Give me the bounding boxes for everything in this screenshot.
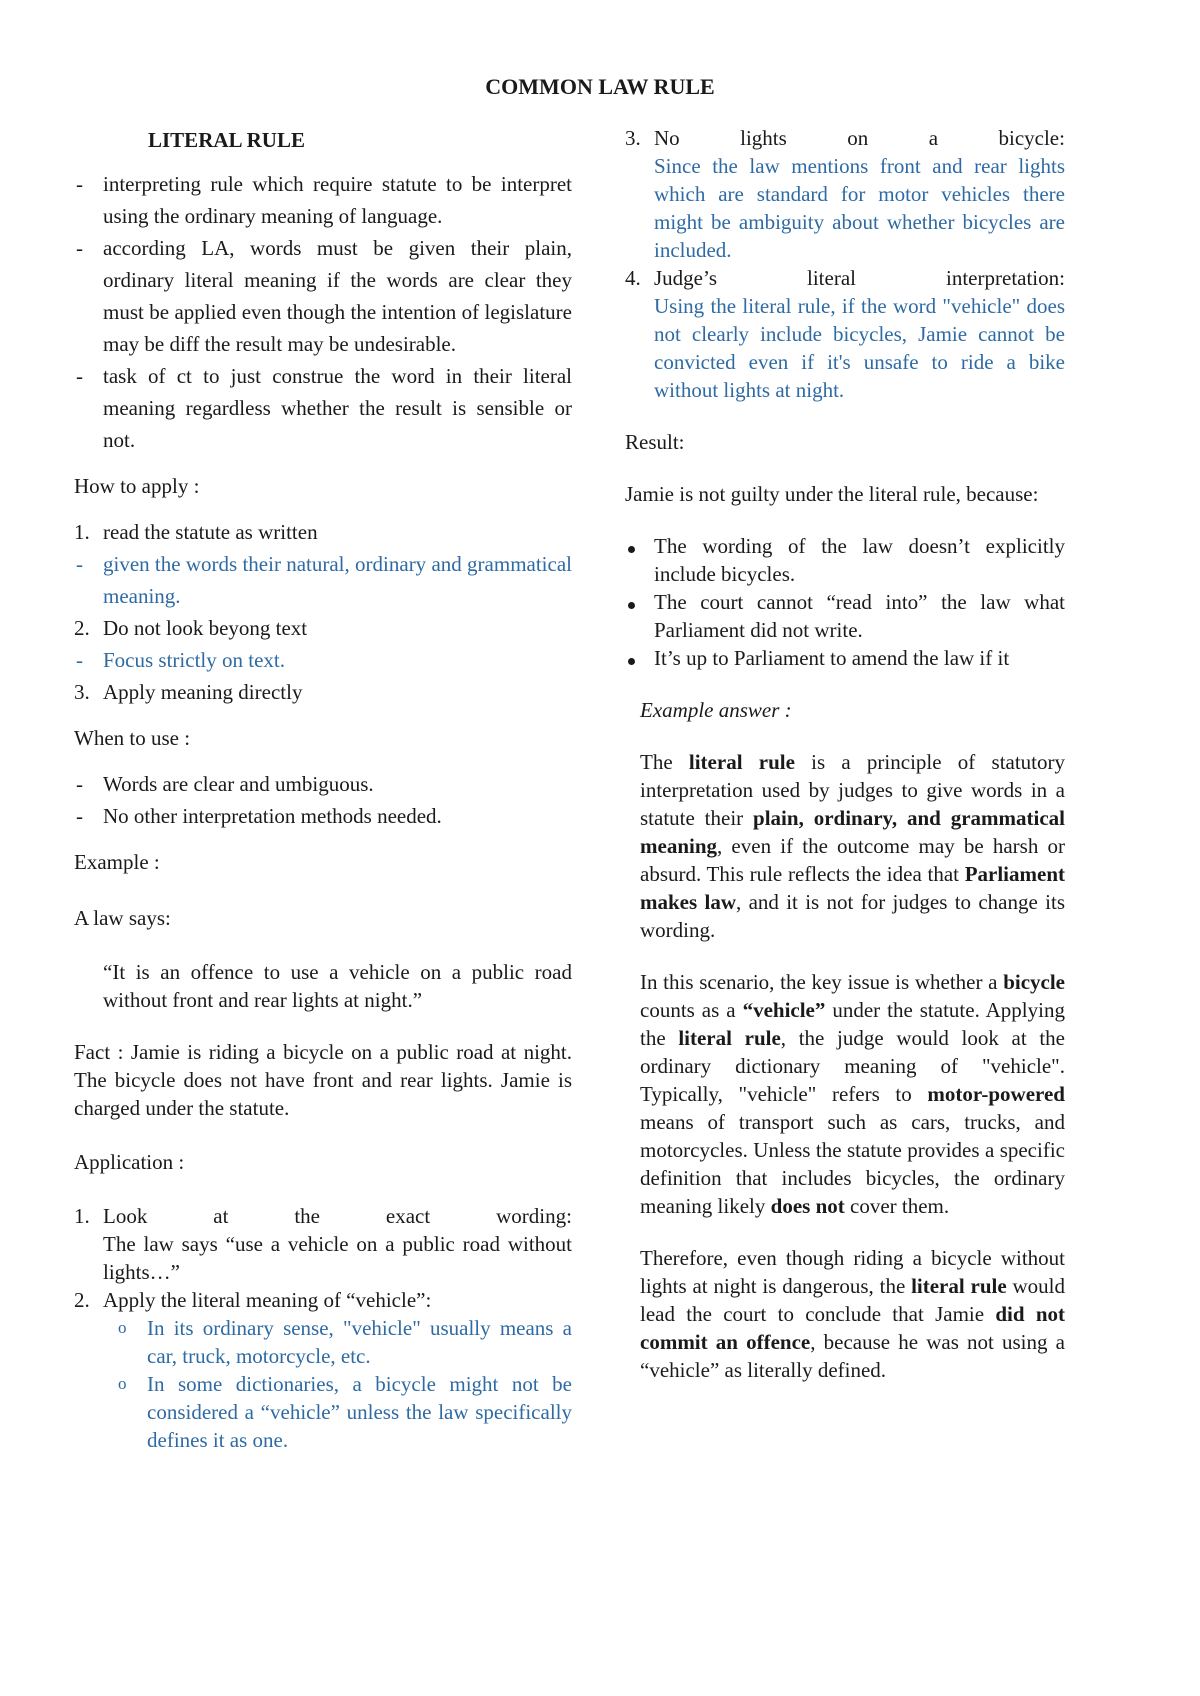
vehicle-meaning-detail: o In some dictionaries, a bicycle might not be considered a “vehicle” unless the law specifically defines it as one.	[74, 1370, 572, 1454]
definition-bullet: - interpreting rule which require statute to be interpret using the ordinary meaning of language.	[74, 168, 572, 232]
application-step-4-body: Using the literal rule, if the word "vehicle" does not clearly include bicycles, Jamie cannot be convicted even if it's unsafe to ride a bike without lights at night.	[654, 294, 1065, 402]
how-step-detail: - given the words their natural, ordinary and grammatical meaning.	[74, 548, 572, 612]
vehicle-meaning-detail: o In its ordinary sense, "vehicle" usually means a car, truck, motorcycle, etc.	[74, 1314, 572, 1370]
application-step-2: 2. Apply the literal meaning of “vehicle”:	[74, 1288, 432, 1312]
definition-bullet: - according LA, words must be given their plain, ordinary literal meaning if the words are clear they must be applied even though the intention of legislature may be diff the result may be undesirable.	[74, 232, 572, 360]
application-step-4-head: Judge’s literal interpretation:	[654, 266, 1065, 290]
how-step: 2. Do not look beyong text	[74, 616, 308, 640]
how-step: 1. read the statute as written	[74, 520, 318, 544]
how-step: 3. Apply meaning directly	[74, 680, 303, 704]
definition-bullet: - task of ct to just construe the word in their literal meaning regardless whether the result is sensible or not.	[74, 360, 572, 456]
application-step-3-body: Since the law mentions front and rear lights which are standard for motor vehicles there might be ambiguity about whether bicycles are included.	[654, 154, 1065, 262]
fact-text: Fact : Jamie is riding a bicycle on a public road at night. The bicycle does not have front and rear lights. Jamie is charged under the statute.	[74, 1040, 572, 1120]
reason-item: The wording of the law doesn’t explicitly include bicycles.	[625, 532, 1065, 588]
law-says-label: A law says:	[74, 906, 171, 930]
application-step-1-head: Look at the exact wording:	[103, 1204, 572, 1228]
example-label: Example :	[74, 850, 160, 874]
application-label: Application :	[74, 1150, 185, 1174]
how-to-apply-label: How to apply :	[74, 474, 200, 498]
left-column	[74, 124, 572, 1454]
literal-rule-heading: LITERAL RULE	[148, 128, 305, 152]
statute-quote: “It is an offence to use a vehicle on a public road without front and rear lights at night.”	[103, 960, 572, 1012]
answer-paragraph-2: In this scenario, the key issue is whether a bicycle counts as a “vehicle” under the statute. Applying the literal rule, the judge would look at the ordinary dictionary meaning of "vehicle". Typically, "vehicle" refers to motor-powered means of transport such as cars, trucks, and motorcycles. Unless the statute provides a specific definition that includes bicycles, the ordinary meaning likely does not cover them.	[640, 970, 1065, 1218]
application-step-3: 3. No lights on a bicycle: Since the law mentions front and rear lights which are standard for motor vehicles there might be ambiguity about whether bicycles are included.	[625, 126, 1065, 262]
page-title: COMMON LAW RULE	[485, 74, 715, 99]
right-column	[625, 124, 1065, 1384]
when-item: - No other interpretation methods needed.	[74, 800, 572, 832]
answer-paragraph-3: Therefore, even though riding a bicycle without lights at night is dangerous, the literal rule would lead the court to conclude that Jamie did not commit an offence, because he was not using a “vehicle” as literally defined.	[640, 1246, 1065, 1382]
result-label: Result:	[625, 430, 685, 454]
result-text: Jamie is not guilty under the literal rule, because:	[625, 482, 1039, 506]
reason-item: The court cannot “read into” the law what Parliament did not write.	[625, 588, 1065, 644]
answer-paragraph-1: The literal rule is a principle of statutory interpretation used by judges to give words in a statute their plain, ordinary, and grammatical meaning, even if the outcome may be harsh or absurd. This rule reflects the idea that Parliament makes law, and it is not for judges to change its wording.	[640, 750, 1066, 942]
how-step-detail: - Focus strictly on text.	[74, 644, 572, 676]
when-to-use-label: When to use :	[74, 726, 191, 750]
example-answer-label: Example answer :	[640, 698, 792, 722]
application-step-1: 1. Look at the exact wording: The law says “use a vehicle on a public road without lights…”	[74, 1204, 572, 1284]
reason-item: It’s up to Parliament to amend the law if it	[625, 644, 1065, 672]
application-step-1-body: The law says “use a vehicle on a public road without lights…”	[103, 1232, 572, 1284]
application-step-3-head: No lights on a bicycle:	[654, 126, 1065, 150]
application-step-4: 4. Judge’s literal interpretation: Using the literal rule, if the word "vehicle" does not clearly include bicycles, Jamie cannot be convicted even if it's unsafe to ride a bike without lights at night.	[625, 266, 1065, 402]
when-item: - Words are clear and umbiguous.	[74, 768, 572, 800]
